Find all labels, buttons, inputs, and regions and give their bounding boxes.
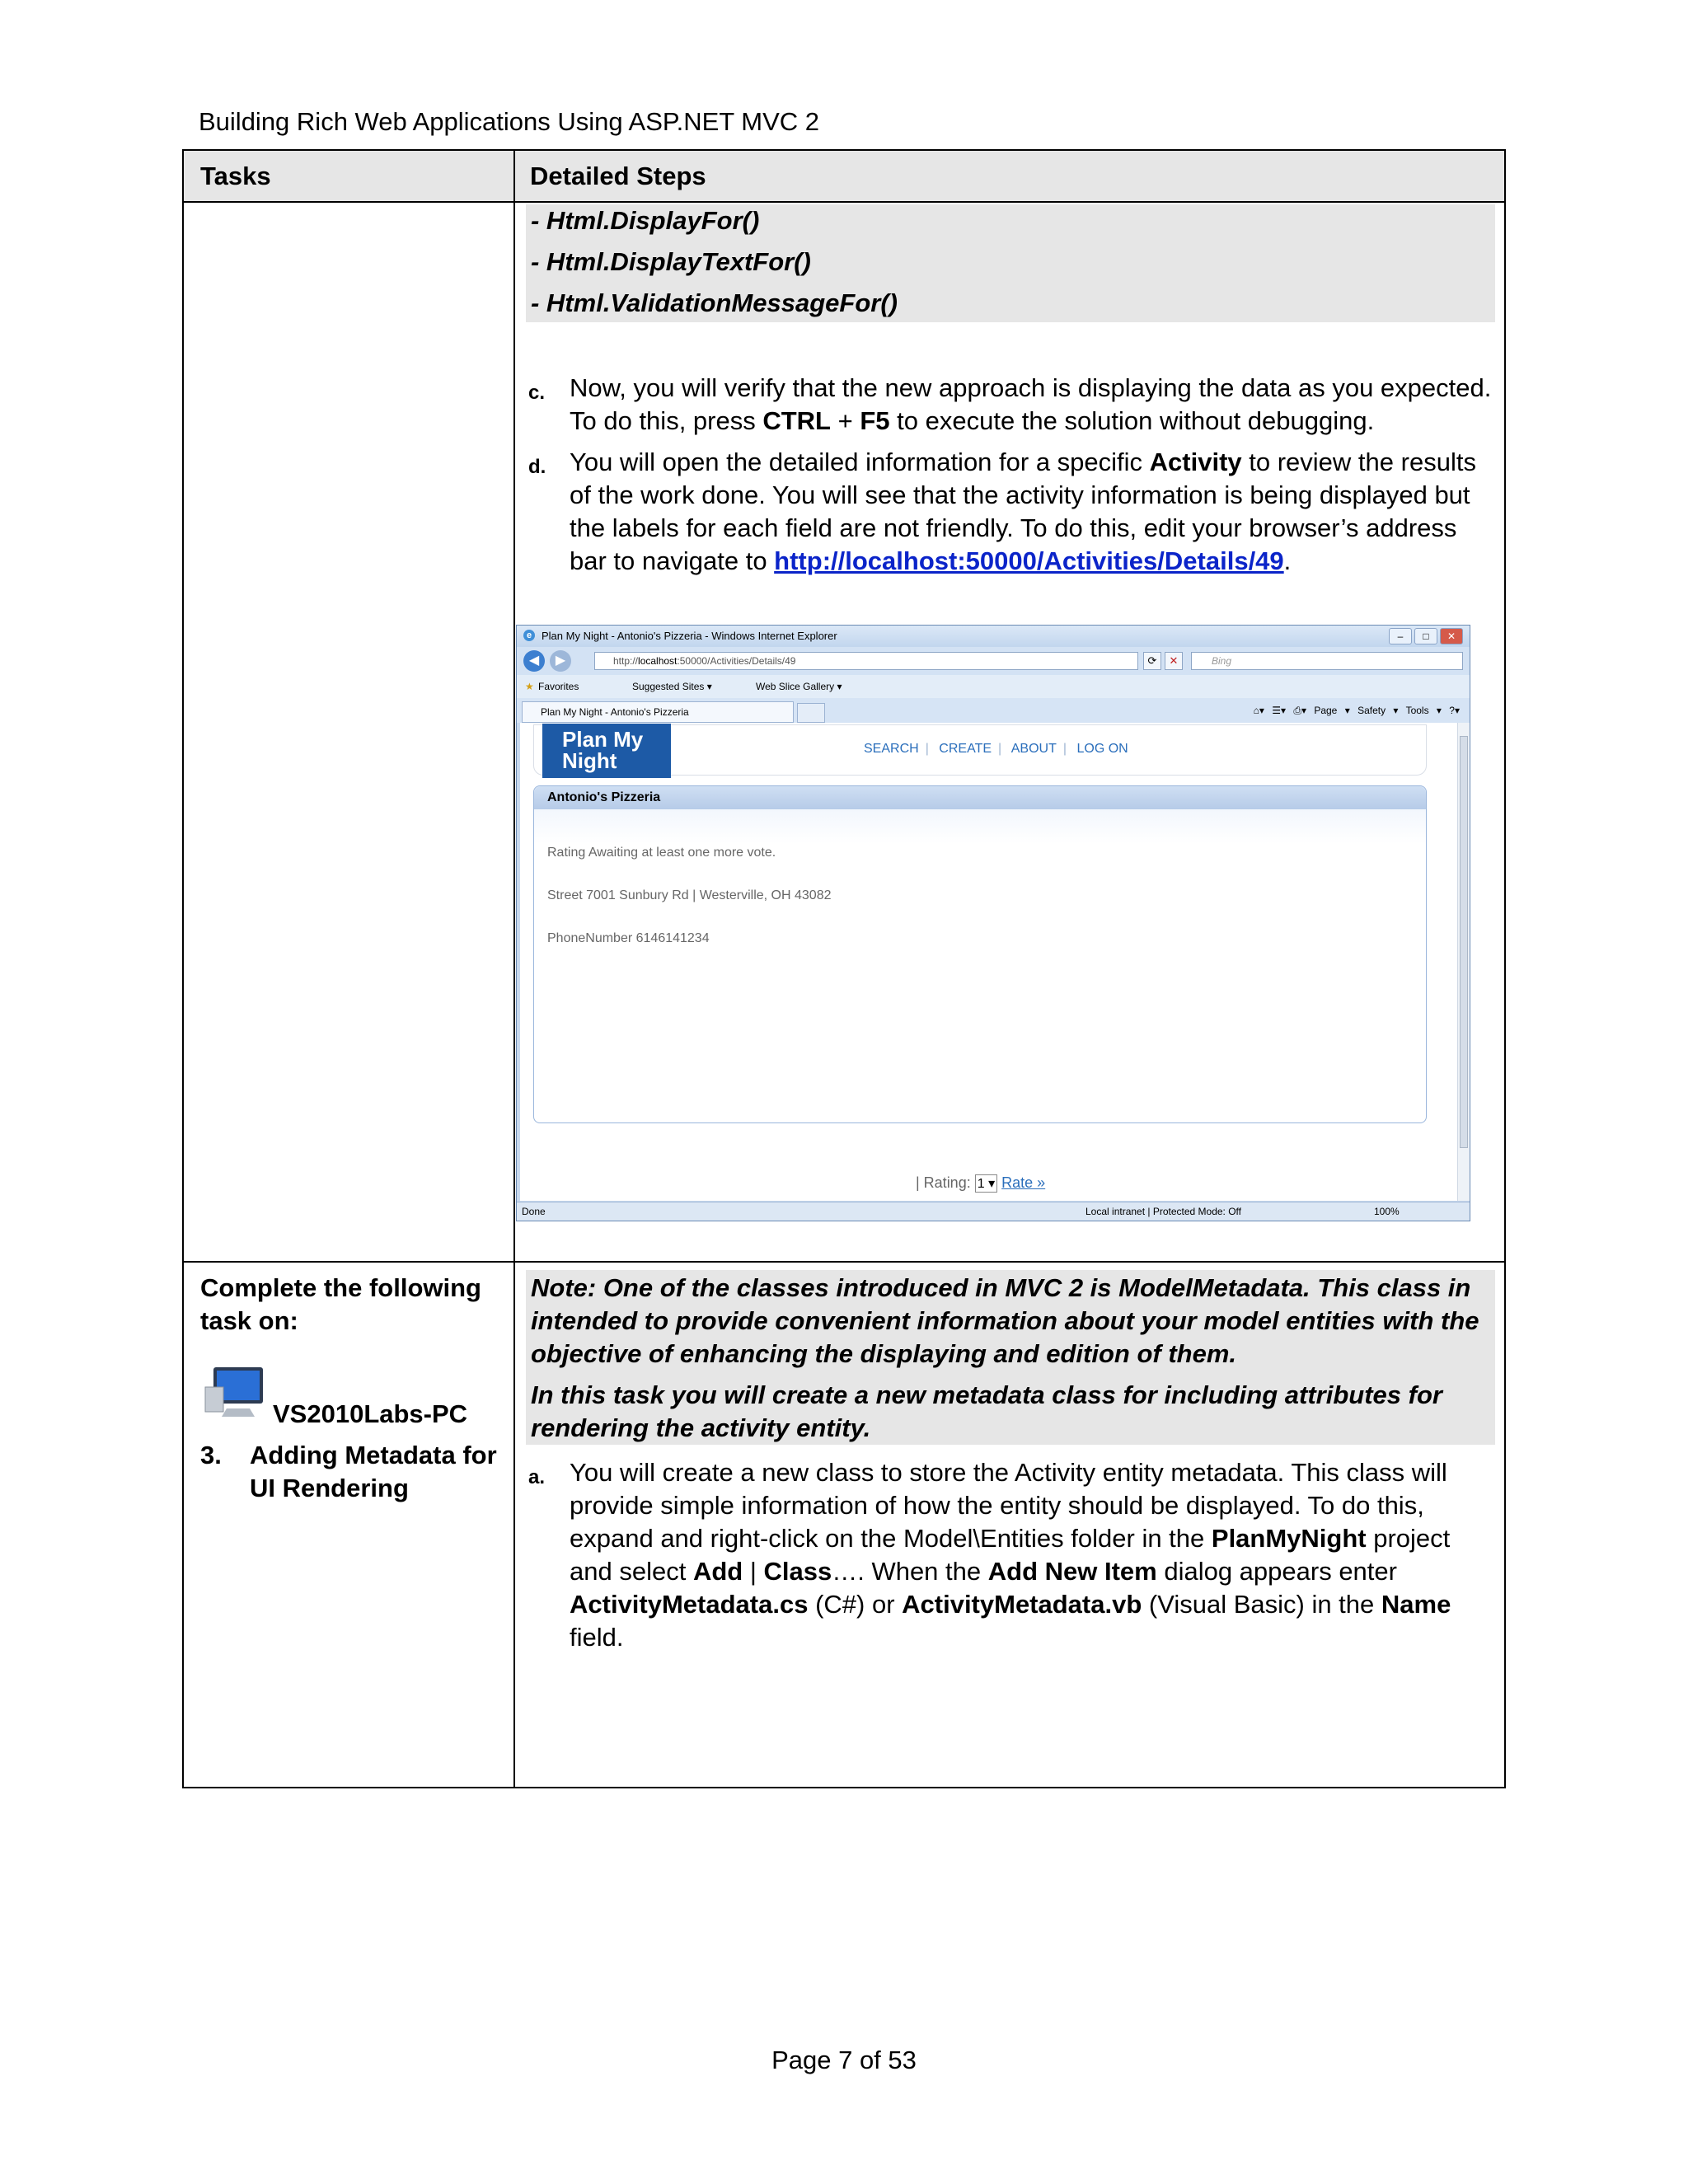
ie-logo-icon: e [523, 630, 535, 641]
status-text: Done [522, 1206, 546, 1217]
safety-menu[interactable]: Safety ▾ [1357, 705, 1399, 716]
rating-label: | Rating: [916, 1174, 971, 1191]
note-text: Note: One of the classes introduced in MVC 2 is ModelMetadata. This class in intended to provide convenient information about your model entities with the objective of enhancing the displaying and edition of them. [531, 1273, 1479, 1368]
vertical-scrollbar[interactable] [1457, 723, 1470, 1201]
site-nav: SEARCH | CREATE | ABOUT | LOG ON [864, 742, 1128, 756]
plan-my-night-logo: Plan My Night [542, 724, 671, 778]
step-marker: a. [528, 1466, 546, 1488]
activity-details-box [533, 785, 1427, 1123]
status-bar [517, 1202, 1470, 1221]
zoom-level[interactable]: 100% [1374, 1206, 1400, 1217]
close-icon[interactable]: ✕ [1440, 628, 1463, 644]
machine-name: VS2010Labs-PC [273, 1399, 468, 1428]
step-text: bar to navigate to http://localhost:50000/Activities/Details/49. [570, 546, 1292, 575]
step-c [528, 372, 1501, 438]
stop-icon[interactable]: ✕ [1165, 652, 1183, 670]
forward-icon[interactable]: ▶ [550, 650, 571, 672]
rating-row [916, 1174, 1045, 1193]
step-text: Now, you will verify that the new approach is displaying the data as you expected. [570, 373, 1492, 402]
nav-create[interactable]: CREATE [939, 742, 992, 756]
rate-link[interactable]: Rate » [1001, 1174, 1046, 1191]
step-text: To do this, press CTRL + F5 to execute the solution without debugging. [570, 406, 1375, 435]
address-row [517, 647, 1470, 675]
step-a [528, 1456, 1501, 1654]
browser-screenshot [516, 625, 1470, 1221]
favorites-button[interactable]: Favorites [538, 681, 579, 692]
browser-titlebar [517, 626, 1470, 647]
step-text: provide simple information of how the entity should be displayed. To do this, [570, 1491, 1424, 1520]
step-text: ActivityMetadata.cs (C#) or ActivityMetadata.vb (Visual Basic) in the Name field. [570, 1590, 1451, 1652]
code-line: - Html.DisplayTextFor() [531, 247, 811, 276]
step-text: the labels for each field are not friendly. To do this, edit your browser’s address [570, 513, 1457, 542]
code-line: - Html.ValidationMessageFor() [531, 288, 898, 317]
step-marker: d. [528, 456, 546, 478]
step-text: expand and right-click on the Model\Entities folder in the PlanMyNight project [570, 1524, 1451, 1553]
street-field: Street 7001 Sunbury Rd | Westerville, OH 43082 [547, 888, 832, 902]
table-header-row [184, 151, 1504, 203]
minimize-icon[interactable]: – [1389, 628, 1412, 644]
feeds-icon[interactable]: ☰▾ [1272, 705, 1287, 716]
nav-about[interactable]: ABOUT [1010, 742, 1057, 756]
address-bar[interactable]: http://localhost:50000/Activities/Details/49 [594, 652, 1138, 670]
step-marker: c. [528, 382, 546, 404]
code-method-list [526, 204, 1495, 322]
steps-column-header: Detailed Steps [530, 162, 706, 190]
search-box[interactable]: Bing [1191, 652, 1463, 670]
step-text: of the work done. You will see that the activity information is being displayed but [570, 480, 1470, 509]
favorites-star-icon: ★ [525, 681, 534, 692]
steps-table [182, 149, 1506, 1788]
page-menu[interactable]: Page ▾ [1314, 705, 1350, 716]
task-title: Adding Metadata for UI Rendering [250, 1441, 497, 1502]
activity-name: Antonio's Pizzeria [534, 786, 1426, 809]
tab-row [517, 698, 1470, 723]
back-icon[interactable]: ◀ [523, 650, 545, 672]
tasks-column-header: Tasks [200, 162, 271, 190]
rating-select[interactable]: 1 ▾ [975, 1174, 997, 1193]
print-icon[interactable]: ⎙▾ [1293, 705, 1306, 716]
task-number: 3. [200, 1441, 222, 1469]
computer-icon [202, 1366, 270, 1422]
browser-tab[interactable]: Plan My Night - Antonio's Pizzeria [522, 701, 794, 723]
page-footer: Page 7 of 53 [771, 2046, 917, 2074]
tools-menu[interactable]: Tools ▾ [1405, 705, 1442, 716]
row-divider [184, 1261, 1504, 1263]
column-divider [513, 151, 515, 1787]
favorites-bar [517, 675, 1470, 698]
document-header: Building Rich Web Applications Using ASP.NET MVC 2 [199, 107, 819, 136]
maximize-icon[interactable]: □ [1414, 628, 1437, 644]
site-header [533, 724, 1427, 776]
step-text: and select Add | Class…. When the Add New Item dialog appears enter [570, 1557, 1397, 1586]
note-text: In this task you will create a new metadata class for including attributes for rendering the activity entity. [531, 1380, 1442, 1442]
task-instruction: Complete the following task on: [200, 1273, 481, 1335]
browser-title: Plan My Night - Antonio's Pizzeria - Windows Internet Explorer [542, 630, 837, 642]
command-bar [1254, 705, 1460, 717]
nav-search[interactable]: SEARCH [864, 742, 919, 756]
security-zone: Local intranet | Protected Mode: Off [1085, 1206, 1241, 1217]
rating-field: Rating Awaiting at least one more vote. [547, 846, 776, 860]
step-text: You will create a new class to store the Activity entity metadata. This class will [570, 1458, 1447, 1487]
step-d [528, 446, 1501, 578]
code-line: - Html.DisplayFor() [531, 206, 760, 235]
home-icon[interactable]: ⌂▾ [1253, 705, 1264, 716]
page-viewport [520, 723, 1460, 1201]
details-url-link[interactable]: http://localhost:50000/Activities/Details/49 [774, 546, 1284, 575]
nav-log-on[interactable]: LOG ON [1076, 742, 1128, 756]
suggested-sites-link[interactable]: Suggested Sites ▾ [632, 681, 712, 692]
web-slice-gallery-link[interactable]: Web Slice Gallery ▾ [756, 681, 842, 692]
step-text: You will open the detailed information for a specific Activity to review the results [570, 448, 1476, 476]
phone-field: PhoneNumber 6146141234 [547, 931, 710, 945]
new-tab-button[interactable] [797, 703, 825, 723]
refresh-icon[interactable]: ⟳ [1143, 652, 1161, 670]
help-icon[interactable]: ?▾ [1449, 705, 1460, 716]
note-box [526, 1270, 1495, 1445]
